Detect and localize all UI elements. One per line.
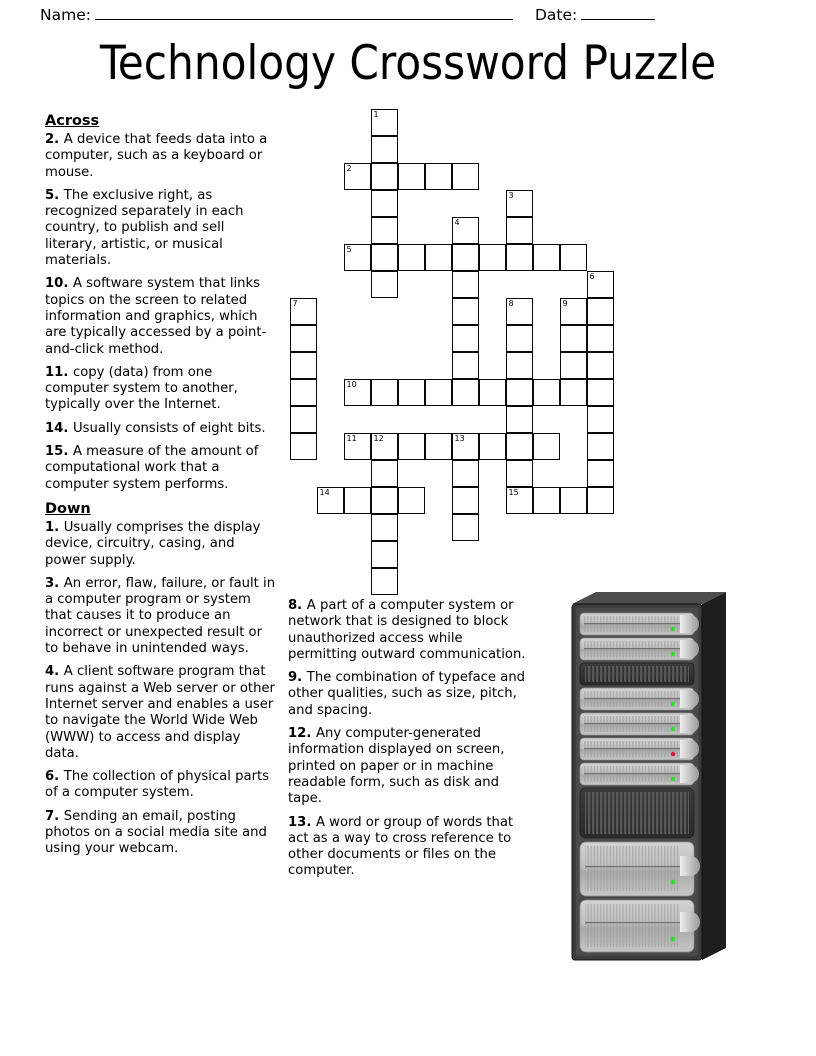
name-label: Name: bbox=[40, 6, 91, 24]
crossword-cell-r9-c11[interactable] bbox=[587, 352, 614, 379]
crossword-cell-r10-c0[interactable] bbox=[290, 379, 317, 406]
status-led-green bbox=[671, 702, 675, 706]
clue-text: Usually comprises the display device, circuitry, casing, and power supply. bbox=[45, 519, 261, 568]
clue-text: The combination of typeface and other qualities, such as size, pitch, and spacing. bbox=[288, 670, 526, 718]
crossword-cell-r10-c11[interactable] bbox=[587, 379, 614, 406]
crossword-cell-r14-c4[interactable] bbox=[398, 487, 425, 514]
clue-number: 1. bbox=[45, 519, 64, 535]
crossword-cell-r16-c3[interactable] bbox=[371, 541, 398, 568]
crossword-cell-r9-c6[interactable] bbox=[452, 352, 479, 379]
crossword-cell-number: 5 bbox=[346, 245, 352, 254]
crossword-cell-r4-c6[interactable] bbox=[452, 217, 479, 244]
clue-number: 2. bbox=[45, 132, 64, 147]
crossword-cell-r13-c11[interactable] bbox=[587, 460, 614, 487]
across-clue-14 bbox=[45, 421, 277, 437]
crossword-cell-r14-c10[interactable] bbox=[560, 487, 587, 514]
crossword-cell-r12-c5[interactable] bbox=[425, 433, 452, 460]
crossword-cell-r14-c8[interactable] bbox=[506, 487, 533, 514]
down-clue-8 bbox=[288, 598, 528, 663]
crossword-cell-r8-c10[interactable] bbox=[560, 325, 587, 352]
crossword-cell-r2-c5[interactable] bbox=[425, 163, 452, 190]
crossword-cell-r10-c6[interactable] bbox=[452, 379, 479, 406]
crossword-cell-r9-c0[interactable] bbox=[290, 352, 317, 379]
crossword-cell-r4-c3[interactable] bbox=[371, 217, 398, 244]
crossword-cell-r11-c11[interactable] bbox=[587, 406, 614, 433]
crossword-cell-number: 15 bbox=[508, 488, 519, 497]
down-clue-1 bbox=[45, 520, 277, 569]
crossword-cell-r5-c2[interactable] bbox=[344, 244, 371, 271]
crossword-cell-r10-c4[interactable] bbox=[398, 379, 425, 406]
rack-bay-5 bbox=[580, 713, 699, 735]
status-led-red bbox=[671, 752, 675, 756]
crossword-cell-r12-c2[interactable] bbox=[344, 433, 371, 460]
crossword-cell-r3-c3[interactable] bbox=[371, 190, 398, 217]
crossword-cell-r12-c8[interactable] bbox=[506, 433, 533, 460]
clue-number: 13. bbox=[288, 814, 316, 830]
crossword-cell-r13-c3[interactable] bbox=[371, 460, 398, 487]
crossword-cell-r8-c8[interactable] bbox=[506, 325, 533, 352]
clue-text: The collection of physical parts of a computer system. bbox=[45, 769, 270, 801]
clue-number: 14. bbox=[45, 420, 73, 436]
crossword-cell-r14-c6[interactable] bbox=[452, 487, 479, 514]
date-label: Date: bbox=[534, 6, 578, 24]
crossword-cell-r5-c10[interactable] bbox=[560, 244, 587, 271]
crossword-cell-r8-c0[interactable] bbox=[290, 325, 317, 352]
crossword-cell-r6-c3[interactable] bbox=[371, 271, 398, 298]
crossword-cell-r2-c4[interactable] bbox=[398, 163, 425, 190]
crossword-cell-r14-c9[interactable] bbox=[533, 487, 560, 514]
crossword-cell-number: 8 bbox=[508, 299, 514, 308]
rack-bay-10 bbox=[580, 900, 700, 952]
crossword-cell-r12-c7[interactable] bbox=[479, 433, 506, 460]
crossword-cell-r5-c7[interactable] bbox=[479, 244, 506, 271]
crossword-cell-r8-c11[interactable] bbox=[587, 325, 614, 352]
down-clue-3 bbox=[45, 576, 277, 657]
crossword-cell-r5-c3[interactable] bbox=[371, 244, 398, 271]
clue-text: Any computer-generated information displayed on screen, printed on paper or in machine readable form, such as disk and tape. bbox=[288, 726, 505, 807]
across-heading: Across bbox=[45, 113, 100, 129]
crossword-cell-r5-c6[interactable] bbox=[452, 244, 479, 271]
crossword-cell-number: 2 bbox=[346, 164, 352, 173]
crossword-cell-r10-c3[interactable] bbox=[371, 379, 398, 406]
clues-column-right bbox=[288, 598, 528, 887]
clue-text: Usually consists of eight bits. bbox=[72, 420, 266, 436]
crossword-cell-r13-c8[interactable] bbox=[506, 460, 533, 487]
crossword-cell-r5-c9[interactable] bbox=[533, 244, 560, 271]
name-date-row bbox=[0, 0, 816, 28]
rack-bay-3-vent bbox=[580, 663, 694, 685]
rack-side-panel bbox=[702, 592, 726, 960]
crossword-cell-r15-c3[interactable] bbox=[371, 514, 398, 541]
crossword-cell-r14-c2[interactable] bbox=[344, 487, 371, 514]
page-title: Technology Crossword Puzzle bbox=[99, 36, 717, 91]
clue-number: 4. bbox=[45, 664, 64, 680]
clue-number: 15. bbox=[45, 444, 73, 460]
clue-text: A client software program that runs against a Web server or other Internet server and enables a user to navigate the World Wide Web (WWW) to access and display data. bbox=[45, 664, 275, 761]
clue-text: An error, flaw, failure, or fault in a computer program or system that causes it to produce an incorrect or unexpected result or to behave in unintended ways. bbox=[45, 575, 276, 657]
crossword-cell-r12-c3[interactable] bbox=[371, 433, 398, 460]
crossword-cell-number: 3 bbox=[508, 191, 514, 200]
crossword-cell-r5-c5[interactable] bbox=[425, 244, 452, 271]
status-led-green bbox=[671, 652, 675, 656]
crossword-cell-r10-c10[interactable] bbox=[560, 379, 587, 406]
crossword-cell-r12-c0[interactable] bbox=[290, 433, 317, 460]
clue-text: Sending an email, posting photos on a social media site and using your webcam. bbox=[45, 808, 267, 857]
down-clue-list-part2 bbox=[288, 598, 528, 880]
clue-number: 10. bbox=[45, 276, 73, 292]
clue-number: 12. bbox=[288, 726, 316, 742]
across-clue-11 bbox=[45, 365, 277, 414]
crossword-cell-r12-c4[interactable] bbox=[398, 433, 425, 460]
status-led-green bbox=[671, 777, 675, 781]
crossword-cell-number: 10 bbox=[346, 380, 357, 389]
clues-column-left bbox=[45, 112, 277, 865]
crossword-cell-number: 12 bbox=[373, 434, 384, 443]
crossword-cell-r15-c6[interactable] bbox=[452, 514, 479, 541]
crossword-cell-r1-c3[interactable] bbox=[371, 136, 398, 163]
clue-text: A device that feeds data into a computer, such as a keyboard or mouse. bbox=[45, 132, 268, 180]
clue-number: 6. bbox=[45, 769, 64, 785]
rack-bay-9 bbox=[580, 842, 700, 896]
crossword-cell-r9-c10[interactable] bbox=[560, 352, 587, 379]
crossword-cell-r2-c2[interactable] bbox=[344, 163, 371, 190]
date-write-line[interactable] bbox=[581, 6, 655, 20]
crossword-cell-r7-c6[interactable] bbox=[452, 298, 479, 325]
across-clue-list bbox=[45, 132, 277, 493]
crossword-cell-r10-c7[interactable] bbox=[479, 379, 506, 406]
crossword-cell-r7-c8[interactable] bbox=[506, 298, 533, 325]
status-led-green bbox=[671, 880, 676, 885]
status-led-green bbox=[671, 937, 676, 942]
status-led-green bbox=[671, 727, 675, 731]
crossword-cell-r10-c8[interactable] bbox=[506, 379, 533, 406]
clue-text: A measure of the amount of computational work that a computer system performs. bbox=[45, 444, 259, 492]
clue-number: 9. bbox=[288, 670, 307, 686]
crossword-cell-r10-c2[interactable] bbox=[344, 379, 371, 406]
clue-text: A part of a computer system or network that is designed to block unauthorized access while permitting outward communication. bbox=[288, 598, 526, 662]
crossword-cell-r14-c3[interactable] bbox=[371, 487, 398, 514]
across-clue-15 bbox=[45, 444, 277, 493]
server-rack-illustration bbox=[568, 590, 730, 962]
down-clue-9 bbox=[288, 670, 528, 719]
clue-number: 8. bbox=[288, 598, 307, 613]
rack-bay-7 bbox=[580, 763, 699, 785]
crossword-grid[interactable] bbox=[290, 109, 650, 589]
crossword-cell-r8-c6[interactable] bbox=[452, 325, 479, 352]
down-clue-6 bbox=[45, 769, 277, 802]
crossword-cell-r5-c4[interactable] bbox=[398, 244, 425, 271]
name-write-line[interactable] bbox=[95, 6, 513, 20]
crossword-cell-r12-c11[interactable] bbox=[587, 433, 614, 460]
crossword-cell-number: 11 bbox=[346, 434, 357, 443]
crossword-cell-r17-c3[interactable] bbox=[371, 568, 398, 595]
crossword-cell-number: 7 bbox=[292, 299, 298, 308]
rack-bay-4 bbox=[580, 688, 699, 710]
crossword-cell-number: 13 bbox=[454, 434, 465, 443]
crossword-cell-r11-c0[interactable] bbox=[290, 406, 317, 433]
clue-text: A word or group of words that act as a way to cross reference to other documents or files on the computer. bbox=[288, 814, 514, 879]
down-clue-12 bbox=[288, 726, 528, 807]
crossword-cell-number: 1 bbox=[373, 110, 379, 119]
status-led-green bbox=[671, 627, 675, 631]
down-clue-list-part1 bbox=[45, 520, 277, 858]
crossword-cell-number: 6 bbox=[589, 272, 595, 281]
server-rack-svg bbox=[568, 590, 730, 962]
crossword-cell-r12-c9[interactable] bbox=[533, 433, 560, 460]
crossword-cell-number: 4 bbox=[454, 218, 460, 227]
clue-text: The exclusive right, as recognized separately in each country, to publish and sell literary, artistic, or musical materials. bbox=[45, 187, 244, 269]
crossword-cell-r7-c11[interactable] bbox=[587, 298, 614, 325]
crossword-cell-r6-c11[interactable] bbox=[587, 271, 614, 298]
crossword-cell-r14-c1[interactable] bbox=[317, 487, 344, 514]
crossword-cell-r13-c6[interactable] bbox=[452, 460, 479, 487]
crossword-cell-r14-c11[interactable] bbox=[587, 487, 614, 514]
rack-bay-1 bbox=[580, 613, 699, 635]
crossword-cell-r7-c0[interactable] bbox=[290, 298, 317, 325]
crossword-cell-number: 9 bbox=[562, 299, 568, 308]
crossword-cell-r7-c10[interactable] bbox=[560, 298, 587, 325]
rack-bay-8-vent-large bbox=[580, 788, 694, 838]
crossword-cell-r5-c8[interactable] bbox=[506, 244, 533, 271]
rack-top-panel bbox=[572, 592, 726, 604]
down-heading: Down bbox=[45, 500, 91, 517]
crossword-cell-r3-c8[interactable] bbox=[506, 190, 533, 217]
crossword-cell-r2-c6[interactable] bbox=[452, 163, 479, 190]
crossword-cell-r6-c6[interactable] bbox=[452, 271, 479, 298]
clue-number: 7. bbox=[45, 808, 64, 824]
crossword-cell-r11-c8[interactable] bbox=[506, 406, 533, 433]
across-clue-5 bbox=[45, 188, 277, 269]
crossword-cell-r10-c9[interactable] bbox=[533, 379, 560, 406]
rack-bay-2 bbox=[580, 638, 699, 660]
down-clue-13 bbox=[288, 815, 528, 880]
crossword-cell-number: 14 bbox=[319, 488, 330, 497]
down-clue-7 bbox=[45, 809, 277, 858]
across-clue-10 bbox=[45, 276, 277, 357]
across-clue-2 bbox=[45, 132, 277, 181]
clue-number: 3. bbox=[45, 575, 64, 591]
crossword-cell-r4-c8[interactable] bbox=[506, 217, 533, 244]
crossword-cell-r0-c3[interactable] bbox=[371, 109, 398, 136]
rack-bay-6 bbox=[580, 738, 699, 760]
down-clue-4 bbox=[45, 664, 277, 762]
crossword-cell-r10-c5[interactable] bbox=[425, 379, 452, 406]
crossword-cell-r2-c3[interactable] bbox=[371, 163, 398, 190]
crossword-cell-r12-c6[interactable] bbox=[452, 433, 479, 460]
clue-number: 11. bbox=[45, 364, 73, 380]
clue-number: 5. bbox=[45, 187, 64, 203]
crossword-cell-r9-c8[interactable] bbox=[506, 352, 533, 379]
clue-text: A software system that links topics on the screen to related information and graphics, which are typically accessed by a point-and-click method. bbox=[45, 276, 267, 357]
clue-text: copy (data) from one computer system to another, typically over the Internet. bbox=[45, 364, 238, 413]
